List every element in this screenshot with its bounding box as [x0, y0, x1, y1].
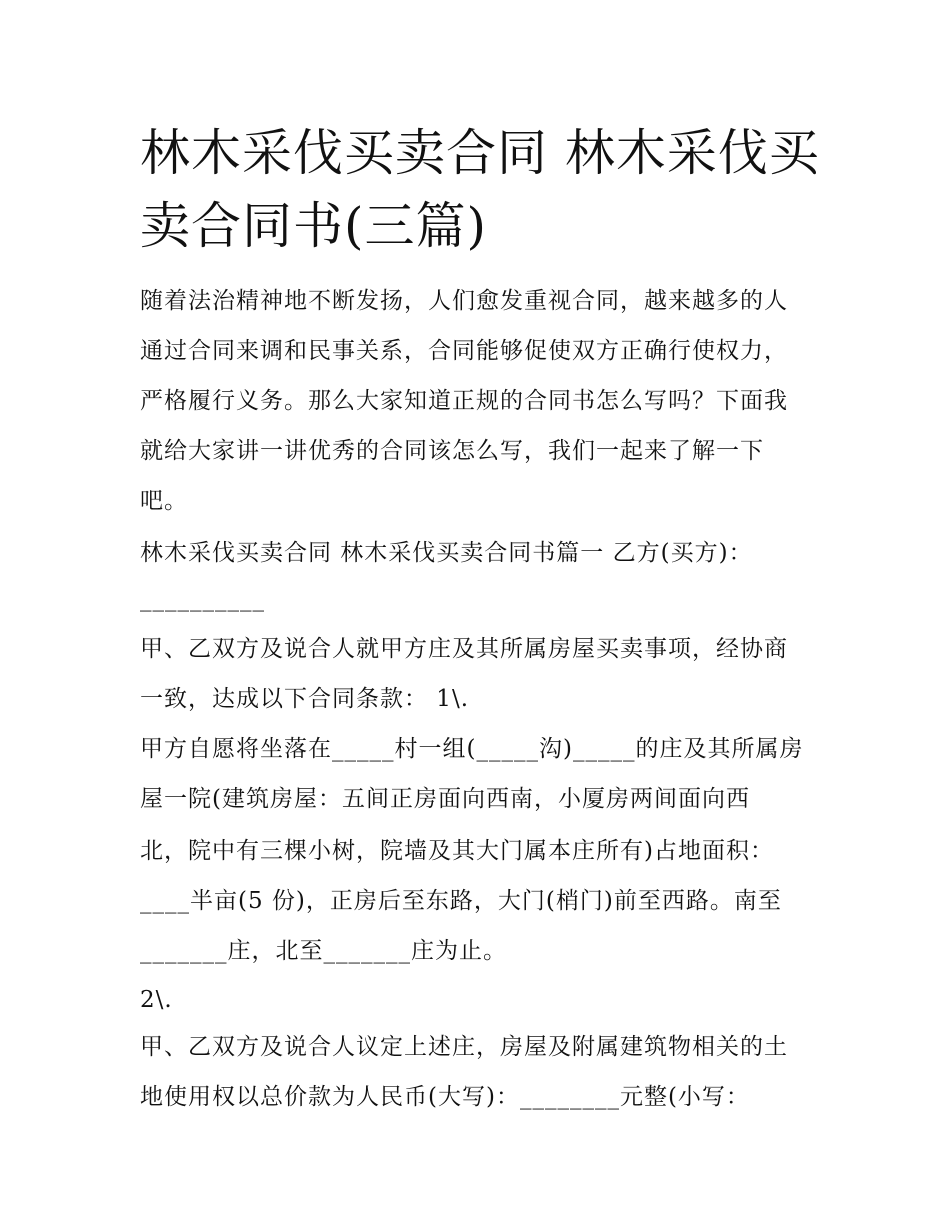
- body-line: 严格履行义务。那么大家知道正规的合同书怎么写吗？下面我: [140, 388, 788, 414]
- body-line: 就给大家讲一讲优秀的合同该怎么写，我们一起来了解一下: [140, 438, 764, 464]
- body-line: 随着法治精神地不断发扬，人们愈发重视合同，越来越多的人: [140, 288, 788, 314]
- blank-line: __________: [140, 586, 265, 612]
- body-line: 2\.: [140, 987, 173, 1013]
- body-line: 一致，达成以下合同条款： 1\.: [140, 686, 470, 712]
- title-line: 林木采伐买卖合同 林木采伐买: [140, 124, 820, 182]
- body-line: ____半亩(5 份)，正房后至东路，大门(梢门)前至西路。南至: [140, 888, 782, 914]
- body-line: 林木采伐买卖合同 林木采伐买卖合同书篇一 乙方(买方)：: [140, 540, 753, 566]
- body-line: 甲、乙双方及说合人就甲方庄及其所属房屋买卖事项，经协商: [140, 636, 788, 662]
- body-line: 吧。: [140, 488, 188, 514]
- body-line: 地使用权以总价款为人民币(大写)：________元整(小写：: [140, 1084, 750, 1110]
- body-line: 屋一院(建筑房屋：五间正房面向西南，小厦房两间面向西: [140, 786, 750, 812]
- body-line: 甲方自愿将坐落在_____村一组(_____沟)_____的庄及其所属房: [140, 736, 804, 762]
- body-line: _______庄，北至_______庄为止。: [140, 938, 507, 964]
- body-line: 通过合同来调和民事关系，合同能够促使双方正确行使权力，: [140, 338, 788, 364]
- body-line: 甲、乙双方及说合人议定上述庄，房屋及附属建筑物相关的土: [140, 1034, 788, 1060]
- body-line: 北，院中有三棵小树，院墙及其大门属本庄所有)占地面积：: [140, 838, 774, 864]
- document-title: [140, 117, 840, 263]
- title-line: 卖合同书(三篇): [140, 197, 488, 255]
